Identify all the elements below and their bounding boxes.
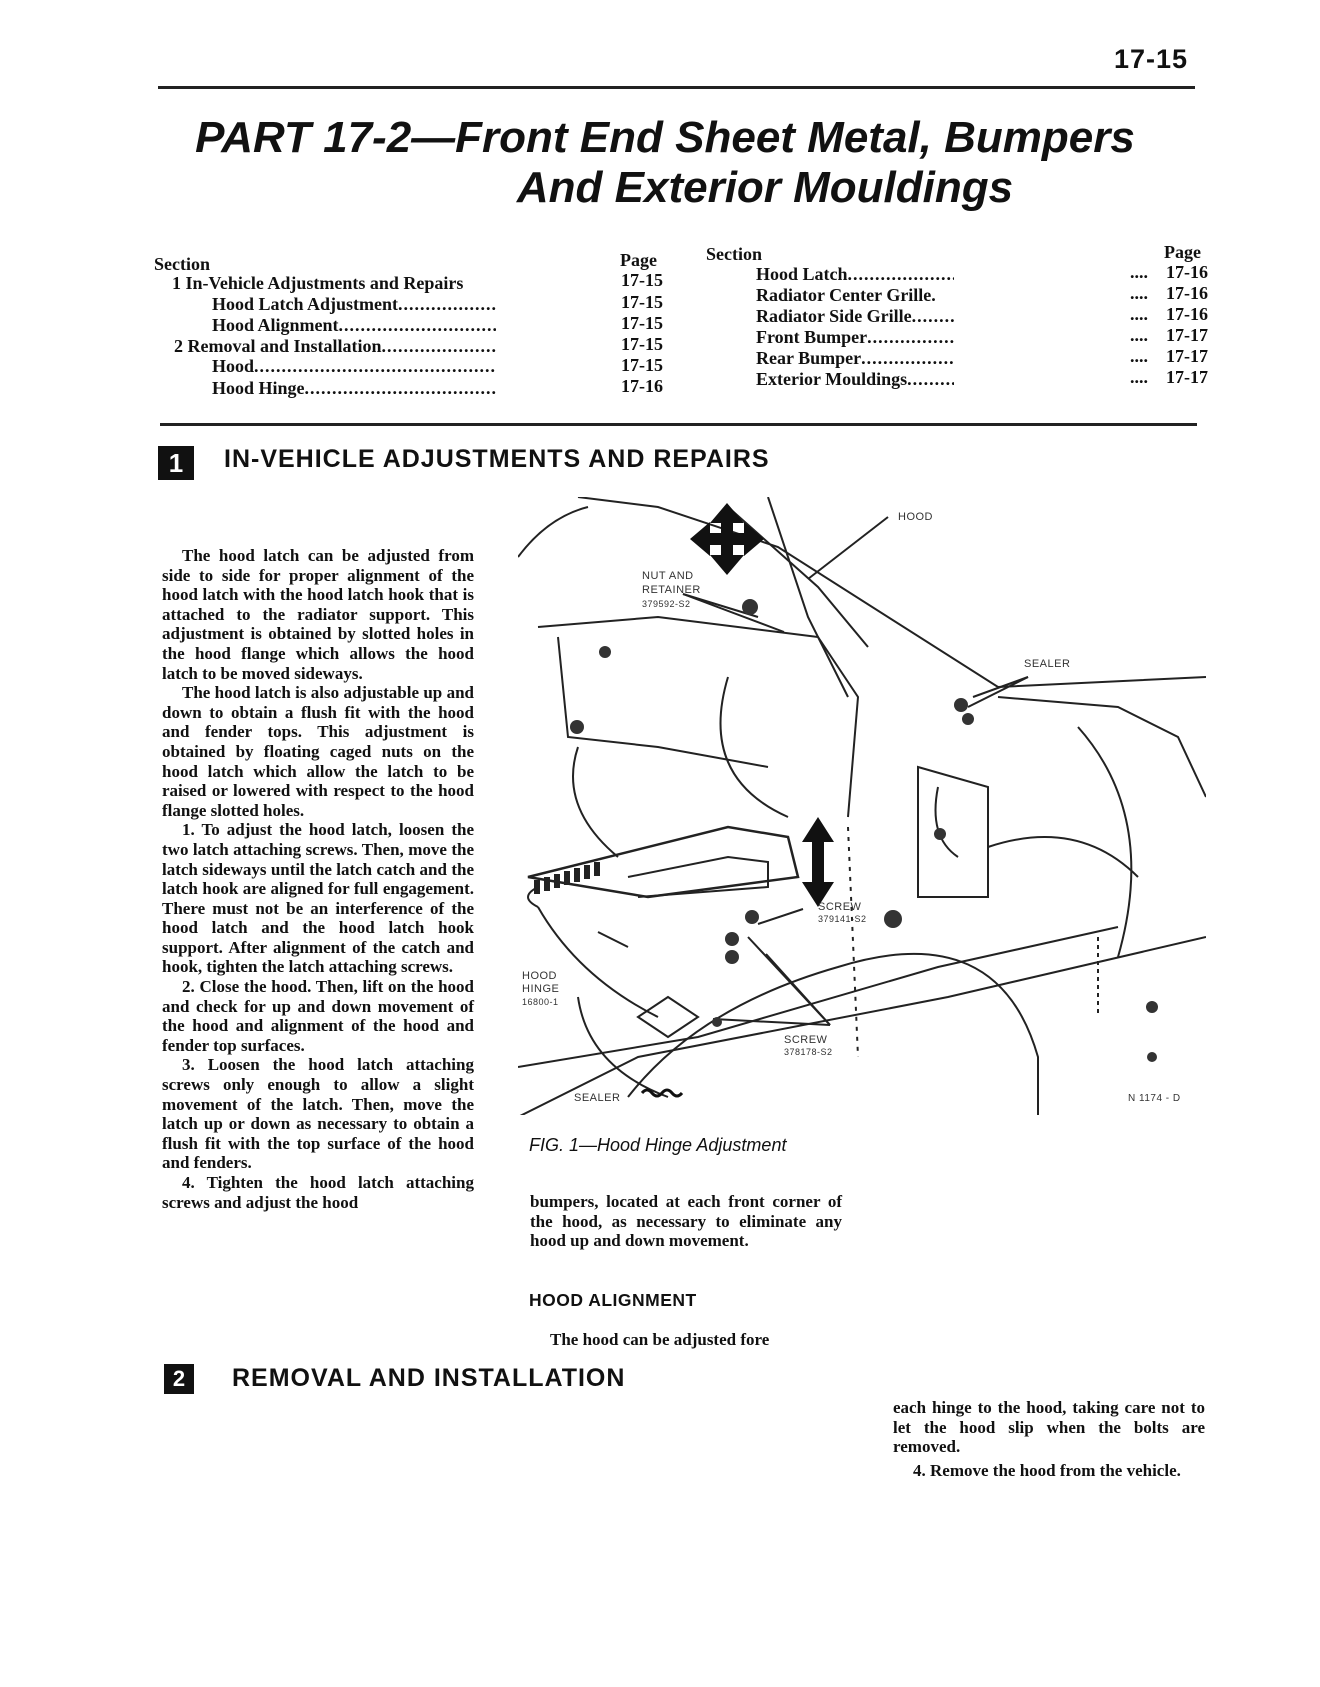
toc-right-page-5: 17-17: [1166, 346, 1208, 366]
section-1-left-column: [162, 546, 474, 1212]
toc-left-page-5: 17-15: [621, 355, 663, 375]
toc-right-item[interactable]: [756, 264, 954, 285]
toc-leader: [339, 315, 496, 336]
toc-left-label-2: Hood Latch Adjustment: [212, 294, 399, 314]
toc-left-item[interactable]: [172, 273, 496, 294]
toc-left-page-6: 17-16: [621, 376, 663, 396]
toc-left-header-page: Page: [620, 250, 657, 270]
toc-right-item[interactable]: [756, 327, 954, 348]
paragraph-hood-latch-side: The hood latch can be adjusted from side to side for proper alignment of the hood latch with the hood latch hook that is attached to the radiator support. This adjustment is obtained by slotted holes in the hood flange which allows the hood latch to be moved sideways.: [162, 546, 474, 683]
toc-left-item[interactable]: [212, 294, 496, 315]
section-1-title: IN-VEHICLE ADJUSTMENTS AND REPAIRS: [224, 445, 770, 473]
toc-right-page-4: 17-17: [1166, 325, 1208, 345]
paragraph-hinge-bolts: each hinge to the hood, taking care not to let the hood slip when the bolts are removed.: [893, 1398, 1205, 1457]
toc-right-item[interactable]: [756, 306, 954, 327]
toc-left-label-5: Hood: [212, 356, 255, 376]
toc-left-page-1: 17-15: [621, 270, 663, 290]
toc-left-page-3: 17-15: [621, 313, 663, 333]
toc-right-header-section: Section: [706, 244, 762, 264]
toc-right-item[interactable]: [756, 348, 954, 369]
paragraph-step-2: 2. Close the hood. Then, lift on the hood and check for up and down movement of the hood and alignment of the hood and fender top surfaces.: [162, 977, 474, 1055]
paragraph-step-3: 3. Loosen the hood latch attaching screws only enough to allow a slight movement of the latch. Then, move the latch up or down as necessary to obtain a flush fit with the top surface of the hood and fenders.: [162, 1055, 474, 1173]
toc-leader: [907, 369, 954, 390]
sealer-wave-icon: [642, 1090, 682, 1096]
paragraph-hood-bumpers: bumpers, located at each front corner of the hood, as necessary to eliminate any hood up and down movement.: [530, 1192, 842, 1251]
toc-leader: [861, 348, 954, 369]
figure-label-nut-and: NUT AND: [642, 570, 694, 582]
toc-right-header-page: Page: [1164, 242, 1201, 262]
figure-label-retainer: RETAINER: [642, 584, 701, 596]
figure-label-hood-hinge-1: HOOD: [522, 970, 557, 982]
toc-right-page-2: 17-16: [1166, 283, 1208, 303]
section-1-middle-column: [530, 1192, 842, 1251]
toc-leader: [912, 306, 954, 327]
toc-right-label-2: Radiator Center Grille.: [756, 285, 936, 305]
toc-left-item[interactable]: [174, 336, 496, 357]
paragraph-hood-alignment: The hood can be adjusted fore: [550, 1330, 770, 1349]
figure-label-screw-1: SCREW: [818, 901, 862, 913]
figure-label-sealer-top: SEALER: [1024, 658, 1071, 670]
toc-left-label-4: 2 Removal and Installation: [174, 336, 382, 356]
toc-left-item[interactable]: [212, 315, 496, 336]
figure-label-hood-hinge-2: HINGE: [522, 983, 560, 995]
section-2-number-box: 2: [164, 1364, 194, 1394]
toc-right-label-5: Rear Bumper: [756, 348, 862, 368]
figure-caption: FIG. 1—Hood Hinge Adjustment: [529, 1135, 787, 1155]
toc-left-page-2: 17-15: [621, 292, 663, 312]
figure-label-screw-1-part: 379141-S2: [818, 914, 867, 924]
toc-leader: [305, 378, 496, 399]
toc-right-page-1: 17-16: [1166, 262, 1208, 282]
section-2-right-column: [893, 1398, 1205, 1480]
figure-label-sealer-bottom: SEALER: [574, 1092, 621, 1104]
toc-bottom-rule: [160, 423, 1197, 426]
toc-leader: [382, 336, 496, 357]
paragraph-hood-latch-updown: The hood latch is also adjustable up and down to obtain a flush fit with the hood and fender tops. This adjustment is obtained by floating caged nuts on the hood latch which allow the latch to be raised or lowered with respect to the hood flange slotted holes.: [162, 683, 474, 820]
toc-right-label-3: Radiator Side Grille: [756, 306, 912, 326]
figure-label-screw-2: SCREW: [784, 1034, 828, 1046]
hood-hinge-figure: [518, 497, 1206, 1115]
toc-left-label-3: Hood Alignment: [212, 315, 339, 335]
toc-leader: [398, 294, 496, 315]
figure-label-retainer-part: 379592-S2: [642, 599, 691, 609]
paragraph-step-4: 4. Tighten the hood latch attaching screws and adjust the hood: [162, 1173, 474, 1212]
four-way-arrow-icon: [690, 503, 764, 575]
toc-right-item[interactable]: [756, 369, 954, 390]
toc-right-label-4: Front Bumper: [756, 327, 868, 347]
toc-right-item[interactable]: [756, 285, 954, 306]
toc-left-item[interactable]: [212, 378, 496, 399]
page-title-line1: PART 17-2—Front End Sheet Metal, Bumpers: [195, 113, 1135, 162]
toc-left-label-6: Hood Hinge: [212, 378, 305, 398]
toc-right-page-6: 17-17: [1166, 367, 1208, 387]
toc-leader: [848, 264, 954, 285]
toc-leader: [254, 356, 496, 377]
figure-label-hood-hinge-part: 16800-1: [522, 997, 559, 1007]
figure-id: N 1174 - D: [1128, 1093, 1181, 1104]
vertical-arrow-icon: [802, 817, 834, 907]
toc-right-label-1: Hood Latch: [756, 264, 848, 284]
page-title-line2: And Exterior Mouldings: [516, 163, 1014, 212]
header-rule: [158, 86, 1195, 89]
toc-leader: [867, 327, 954, 348]
toc-left-page-4: 17-15: [621, 334, 663, 354]
section-1-number-box: 1: [158, 446, 194, 480]
hood-alignment-text: [530, 1330, 842, 1350]
page-number: 17-15: [1113, 44, 1188, 74]
hood-hinge-illustration: [518, 497, 1206, 1115]
paragraph-remove-hood: 4. Remove the hood from the vehicle.: [913, 1460, 1181, 1480]
toc-right-page-leaders: .... .... .... .... .... ....: [1130, 262, 1148, 387]
toc-right-label-6: Exterior Mouldings: [756, 369, 908, 389]
toc-left-header-section: Section: [154, 254, 210, 274]
section-2-title: REMOVAL AND INSTALLATION: [232, 1364, 626, 1392]
toc-left-item[interactable]: [212, 356, 496, 377]
figure-label-screw-2-part: 378178-S2: [784, 1047, 833, 1057]
paragraph-step-1: 1. To adjust the hood latch, loosen the two latch attaching screws. Then, move the latch sideways until the latch catch and the latch hook are aligned for full engagement. There must not be an interference of the hood latch and the hood latch hook support. After alignment of the catch and hook, tighten the latch attaching screws.: [162, 820, 474, 977]
hood-alignment-heading: HOOD ALIGNMENT: [529, 1290, 697, 1310]
toc-left-label-1: 1 In-Vehicle Adjustments and Repairs: [172, 273, 464, 293]
figure-label-hood: HOOD: [898, 511, 933, 523]
toc-right-page-3: 17-16: [1166, 304, 1208, 324]
